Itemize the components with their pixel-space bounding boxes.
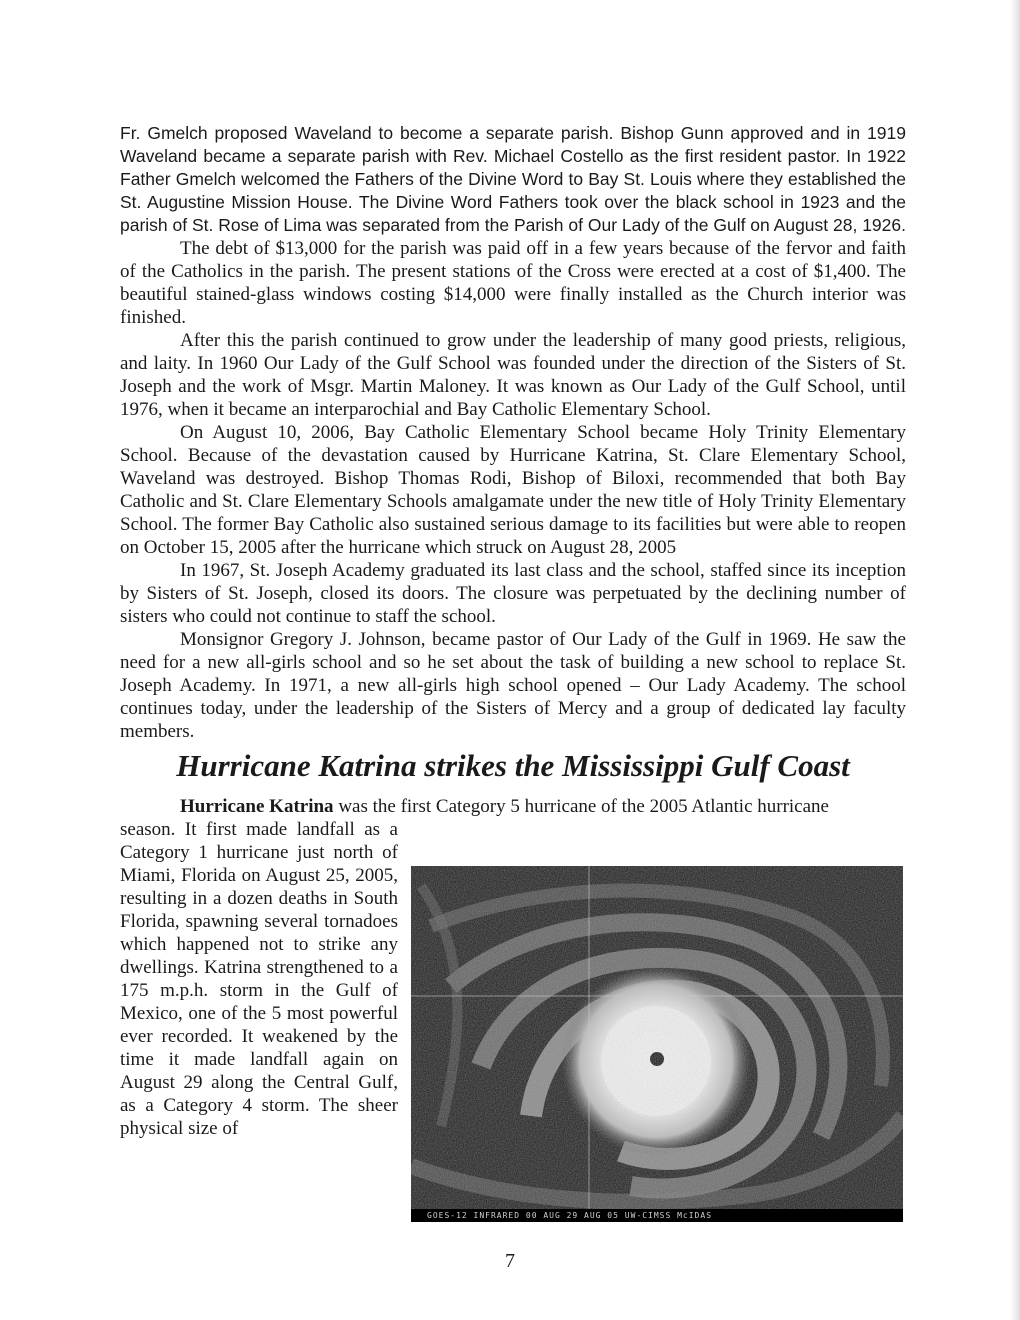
lead-bold-term: Hurricane Katrina <box>180 796 334 817</box>
page-edge-shadow <box>1010 0 1020 1320</box>
section-lead <box>120 795 906 818</box>
wrapped-text-column <box>120 818 398 1140</box>
hurricane-satellite-image <box>411 866 903 1222</box>
paragraph-parish-growth: After this the parish continued to grow under the leadership of many good priests, religious, and laity. In 1960 Our Lady of the Gulf School was founded under the direction of the Sisters of St. Joseph and the work of Msgr. Martin Maloney. It was known as Our Lady of the Gulf School, until 1976, when it became an interparochial and Bay Catholic Elementary School. <box>120 330 906 420</box>
paragraph-parish-history: Fr. Gmelch proposed Waveland to become a separate parish. Bishop Gunn approved and in 1919 Waveland became a separate parish with Rev. Michael Costello as the first resident pastor. In 1922 Father Gmelch welcomed the Fathers of the Divine Word to Bay St. Louis where they established the St. Augustine Mission House. The Divine Word Fathers took over the black school in 1923 and the parish of St. Rose of Lima was separated from the Parish of Our Lady of the Gulf on August 28, 1926. <box>120 123 906 235</box>
satellite-image-drawing <box>411 866 903 1222</box>
paragraph-parish-debt: The debt of $13,000 for the parish was paid off in a few years because of the fervor and faith of the Catholics in the parish. The present stations of the Cross were erected at a cost of $1,400. The beautiful stained-glass windows costing $14,000 were finally installed as the Church interior was finished. <box>120 238 906 328</box>
paragraph-st-joseph-academy: In 1967, St. Joseph Academy graduated its last class and the school, staffed since its inception by Sisters of St. Joseph, closed its doors. The closure was perpetuated by the declining number of sisters who could not continue to staff the school. <box>120 560 906 627</box>
section-heading: Hurricane Katrina strikes the Mississippi Gulf Coast <box>176 748 850 783</box>
satellite-image-caption: GOES-12 INFRARED 00 AUG 29 AUG 05 UW-CIMSS McIDAS <box>411 1209 903 1222</box>
page-number: 7 <box>505 1250 515 1272</box>
paragraph-our-lady-academy: Monsignor Gregory J. Johnson, became pastor of Our Lady of the Gulf in 1969. He saw the need for a new all-girls school and so he set about the task of building a new school to replace St. Joseph Academy. In 1971, a new all-girls high school opened – Our Lady Academy. The school continues today, under the leadership of the Sisters of Mercy and a group of dedicated lay faculty members. <box>120 629 906 742</box>
paragraph-holy-trinity: On August 10, 2006, Bay Catholic Elementary School became Holy Trinity Elementary School. Because of the devastation caused by Hurricane Katrina, St. Clare Elementary School, Waveland was destroyed. Bishop Thomas Rodi, Bishop of Biloxi, recommended that both Bay Catholic and St. Clare Elementary Schools amalgamate under the new title of Holy Trinity Elementary School. The former Bay Catholic also sustained serious damage to its facilities but were able to reopen on October 15, 2005 after the hurricane which struck on August 28, 2005 <box>120 422 906 558</box>
lead-rest: was the first Category 5 hurricane of the 2005 Atlantic hurricane <box>333 796 829 817</box>
paragraph-katrina: season. It first made landfall as a Category 1 hurricane just north of Miami, Florida on August 25, 2005, resulting in a dozen deaths in South Florida, spawning several tornadoes which happened not to strike any dwellings. Katrina strengthened to a 175 m.p.h. storm in the Gulf of Mexico, one of the 5 most powerful ever recorded. It weakened by the time it made landfall again on August 29 along the Central Gulf, as a Category 4 storm. The sheer physical size of <box>120 819 398 1139</box>
